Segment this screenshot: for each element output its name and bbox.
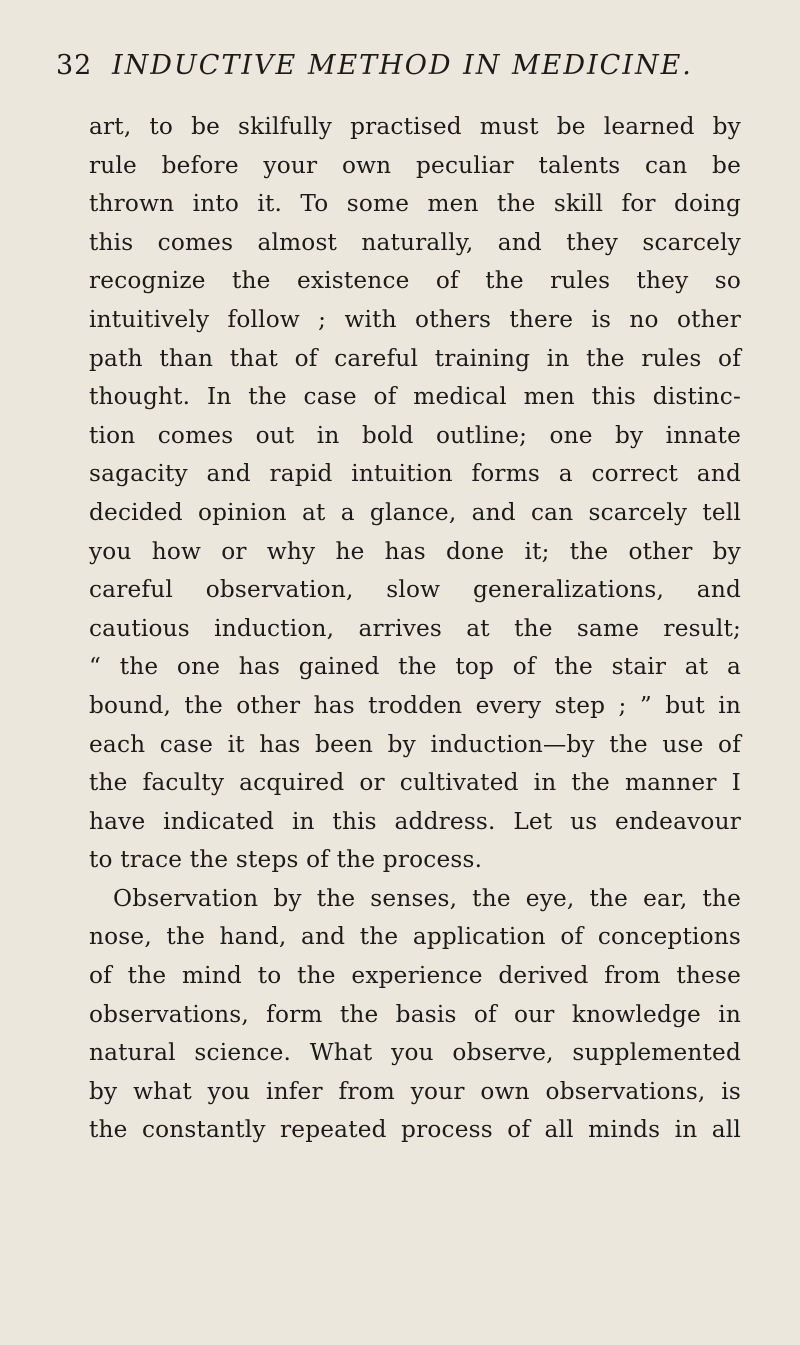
- text-line: to trace the steps of the process.: [89, 846, 483, 874]
- text-line: Observation by the senses, the eye, the ear, the: [113, 884, 741, 912]
- text-line: observations, form the basis of our knowledge in: [89, 1000, 741, 1028]
- running-head: [56, 46, 756, 86]
- text-line: the constantly repeated process of all minds in all: [89, 1116, 741, 1144]
- text-line: intuitively follow ; with others there is no other: [89, 305, 741, 333]
- text-line: path than that of careful training in the rules of: [89, 344, 741, 372]
- running-head-title: INDUCTIVE METHOD IN MEDICINE.: [112, 50, 693, 81]
- text-line: cautious induction, arrives at the same result;: [89, 614, 741, 642]
- text-line: art, to be skilfully practised must be learned by: [89, 113, 741, 140]
- text-line: of the mind to the experience derived from these: [89, 962, 741, 990]
- text-line: tion comes out in bold outline; one by innate: [89, 421, 741, 449]
- text-line: this comes almost naturally, and they scarcely: [89, 228, 741, 256]
- body-text: [89, 108, 741, 1150]
- page-number: 32: [56, 50, 93, 81]
- text-line: you how or why he has done it; the other by: [89, 537, 741, 565]
- text-line: bound, the other has trodden every step ; ” but in: [89, 691, 741, 719]
- text-line: “ the one has gained the top of the stair at a: [89, 653, 741, 681]
- text-line: rule before your own peculiar talents can be: [89, 151, 741, 179]
- text-line: decided opinion at a glance, and can scarcely tell: [89, 498, 741, 526]
- text-line: have indicated in this address. Let us endeavour: [89, 807, 741, 835]
- text-line: each case it has been by induction—by the use of: [89, 730, 741, 758]
- text-line: nose, the hand, and the application of conceptions: [89, 923, 741, 951]
- text-line: natural science. What you observe, supplemented: [89, 1039, 741, 1067]
- text-line: thrown into it. To some men the skill for doing: [89, 190, 741, 218]
- text-line: careful observation, slow generalizations, and: [89, 576, 741, 604]
- text-line: thought. In the case of medical men this distinc-: [89, 383, 741, 411]
- text-line: by what you infer from your own observations, is: [89, 1077, 741, 1105]
- text-line: recognize the existence of the rules they so: [89, 267, 741, 295]
- text-line: sagacity and rapid intuition forms a correct and: [89, 460, 741, 488]
- text-line: the faculty acquired or cultivated in the manner I: [89, 769, 741, 797]
